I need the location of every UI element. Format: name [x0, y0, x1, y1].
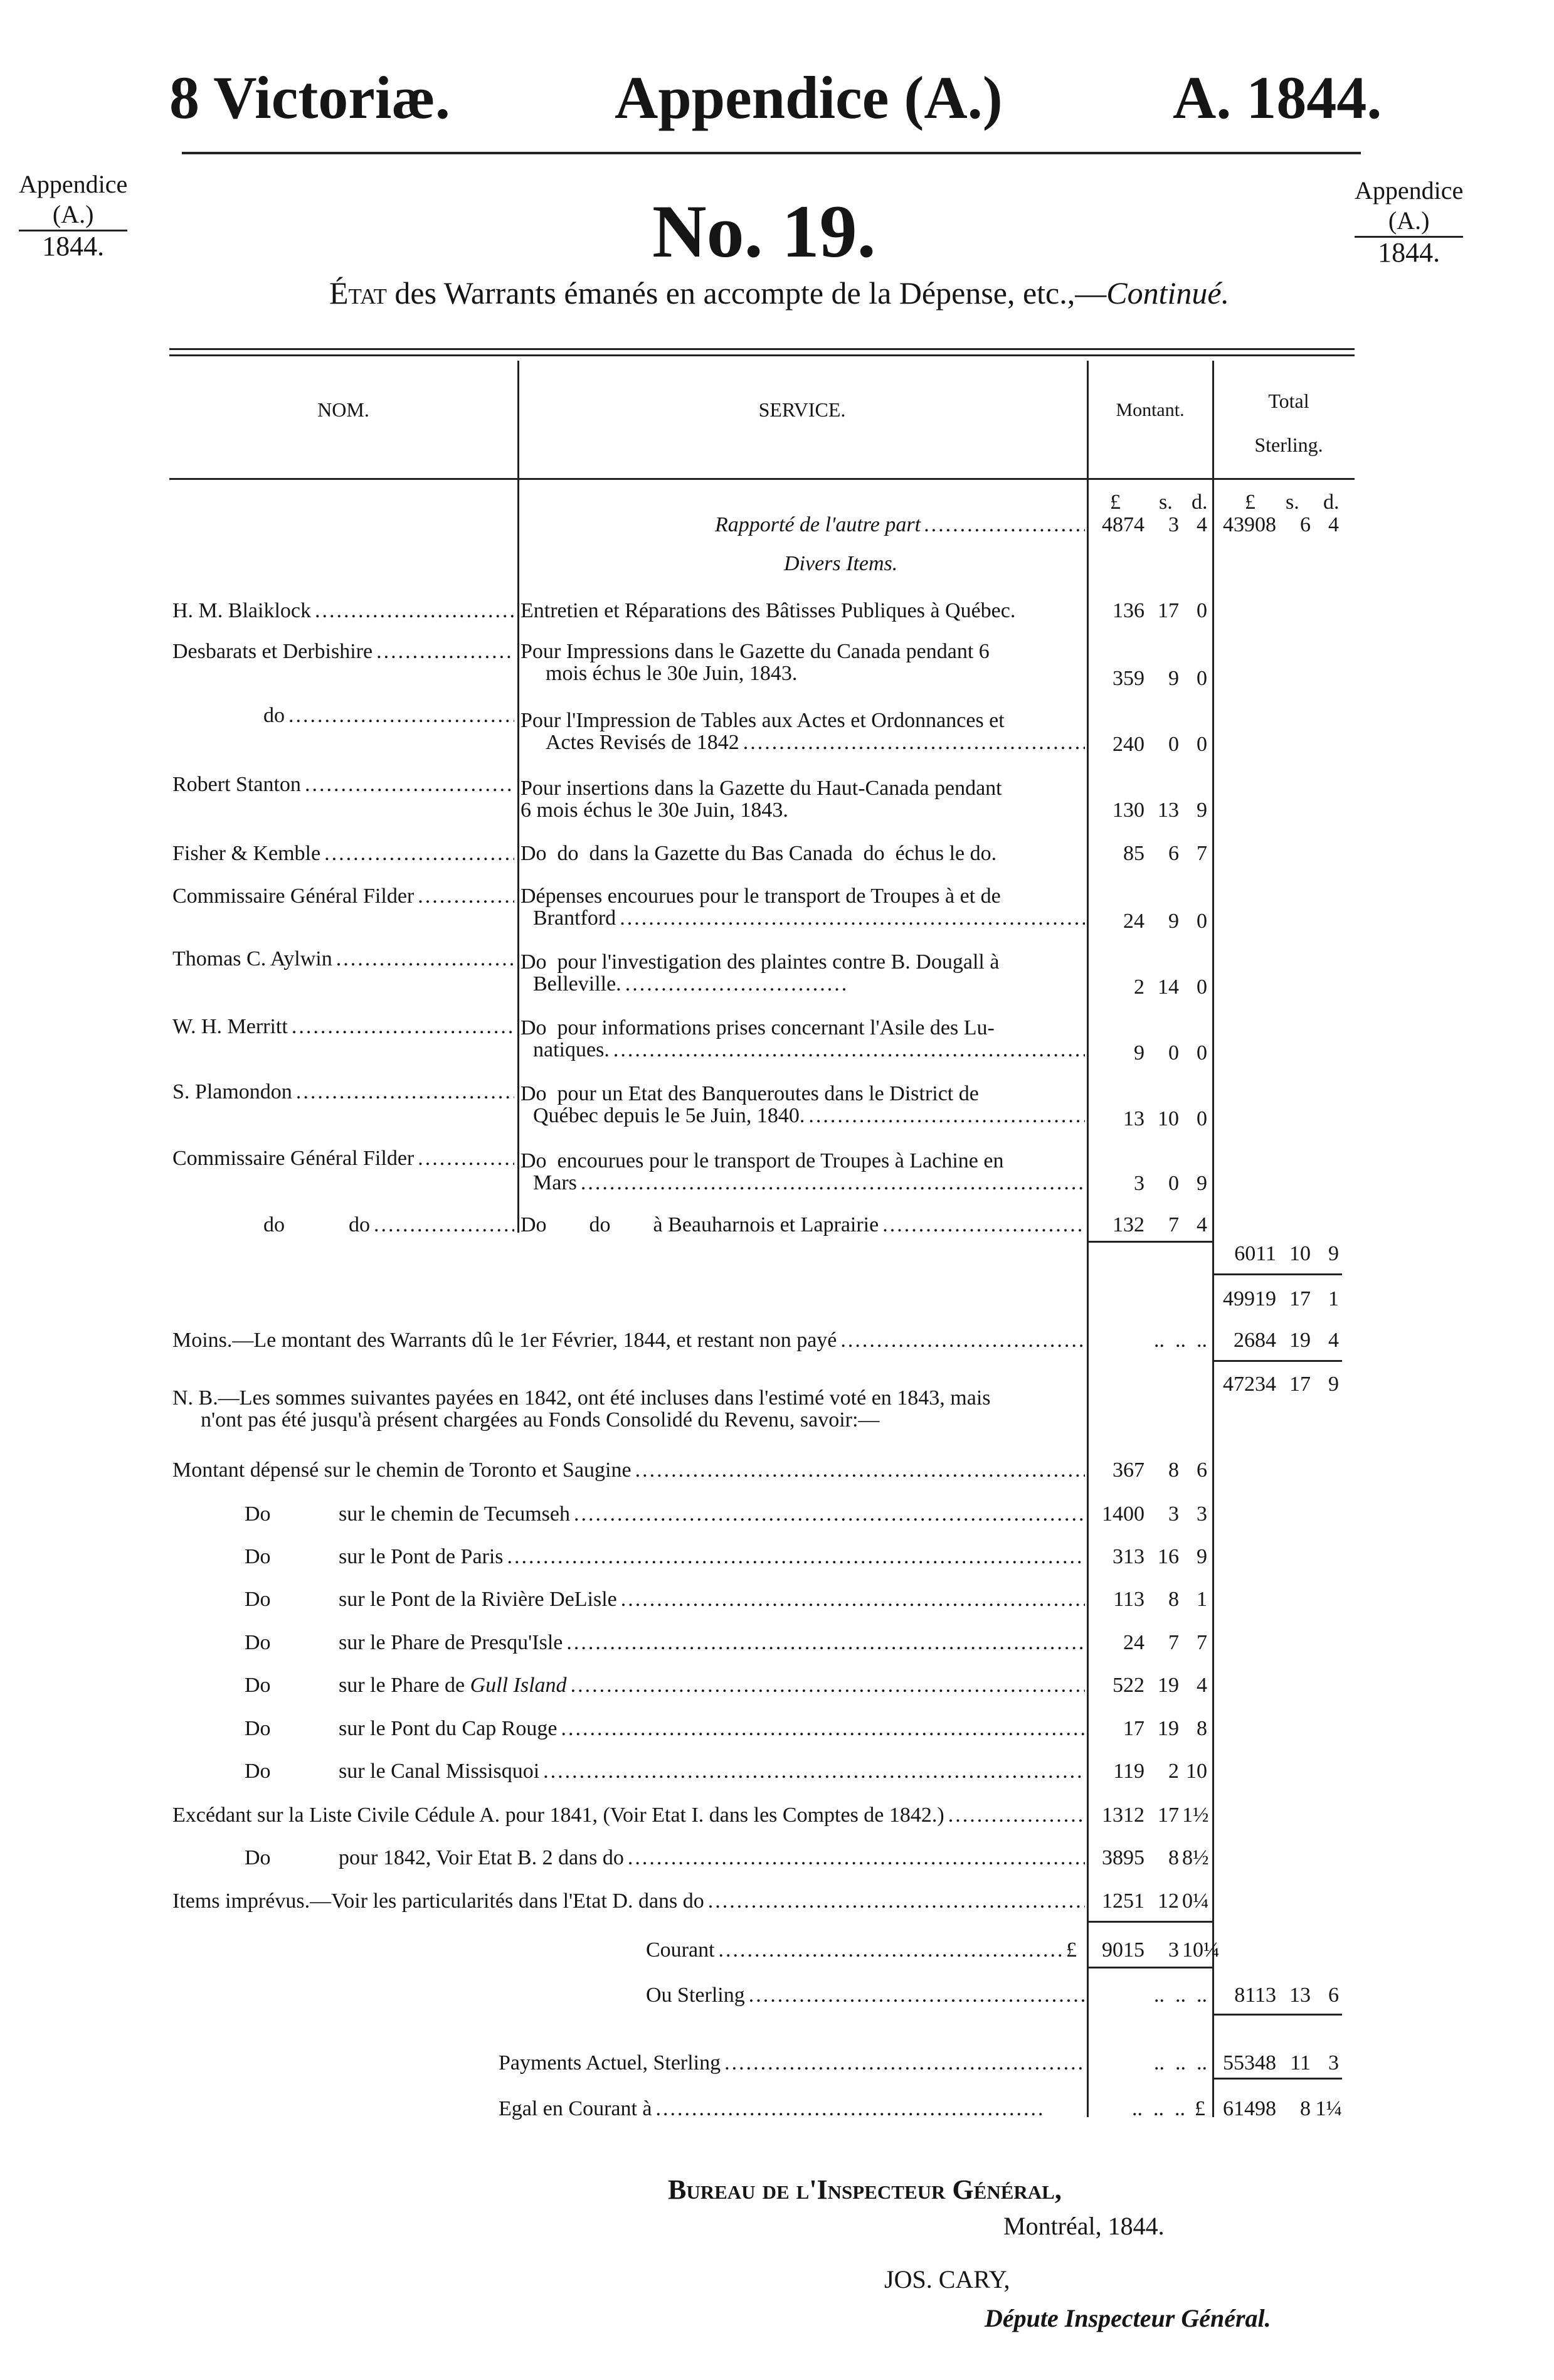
header-right: A. 1844. [1173, 64, 1382, 131]
courant-label: Courant ..... [646, 1938, 1063, 1962]
unit-pence-total: d. [1323, 491, 1340, 514]
moins-label: Moins.—Le montant des Warrants dû le 1er Février, 1844, et restant non payé ..... [172, 1329, 1085, 1352]
carried-label: Rapporté de l'autre part ..... [715, 513, 1085, 537]
header-rule [182, 152, 1361, 154]
carried-total-pence: 4 [1328, 513, 1339, 536]
header-total: Total Sterling. [1254, 390, 1323, 456]
bureau-line: Bureau de l'Inspecteur Général, [668, 2174, 1062, 2205]
nb-line-2: n'ont pas été jusqu'à présent chargées au Fonds Consolidé du Revenu, savoir:— [201, 1408, 880, 1432]
payments-label: Payments Actuel, Sterling ..... [499, 2051, 1085, 2075]
unit-pound-total: £ [1245, 491, 1255, 514]
signatory-title: Députe Inspecteur Général. [985, 2304, 1271, 2332]
nb-line-1: N. B.—Les sommes suivantes payées en 1842, ont été incluses dans l'estimé voté en 1843, mais [172, 1386, 991, 1410]
header-service: SERVICE. [758, 398, 846, 421]
unit-pence: d. [1192, 491, 1208, 514]
carried-shillings: 3 [1168, 513, 1179, 536]
imprevus-label: Items imprévus.—Voir les particularités dans l'Etat D. dans do ..... [172, 1889, 1085, 1913]
carried-pence: 4 [1197, 513, 1207, 536]
excedant-1842-label: pour 1842, Voir Etat B. 2 dans do ..... [339, 1846, 1085, 1870]
header-montant: Montant. [1116, 400, 1185, 420]
signatory-name: JOS. CARY, [884, 2265, 1010, 2293]
side-note-right: Appendice (A.) 1844. [1355, 176, 1464, 268]
document-subtitle: État des Warrants émanés en accompte de la Dépense, etc.,—Continué. [329, 275, 1230, 311]
header-left: 8 Victoriæ. [169, 64, 450, 131]
side-note-left: Appendice (A.) 1844. [19, 170, 128, 262]
place-date: Montréal, 1844. [1003, 2212, 1165, 2240]
header-nom: NOM. [317, 398, 369, 421]
subtotal2-pounds: 49919 [1223, 1287, 1276, 1310]
carried-total-pounds: 43908 [1223, 513, 1276, 536]
section-title: Divers Items. [784, 552, 898, 575]
header-center: Appendice (A.) [615, 64, 1003, 131]
document-number: No. 19. [652, 189, 876, 273]
net-pounds: 47234 [1223, 1373, 1276, 1396]
unit-pound: £ [1110, 491, 1121, 514]
toronto-label: Montant dépensé sur le chemin de Toronto et Saugine ..... [172, 1458, 1085, 1482]
sterling-label: Ou Sterling ..... [646, 1984, 1085, 2007]
excedant-label: Excédant sur la Liste Civile Cédule A. pour 1841, (Voir Etat I. dans les Comptes de 1842.) ..... [172, 1804, 1085, 1827]
unit-shilling-total: s. [1286, 491, 1299, 514]
subtotal1-pounds: 6011 [1234, 1242, 1276, 1265]
carried-pounds: 4874 [1102, 513, 1144, 536]
unit-shilling: s. [1159, 491, 1173, 514]
egal-label: Egal en Courant à ..... [499, 2097, 1044, 2121]
carried-total-shillings: 6 [1300, 513, 1311, 536]
